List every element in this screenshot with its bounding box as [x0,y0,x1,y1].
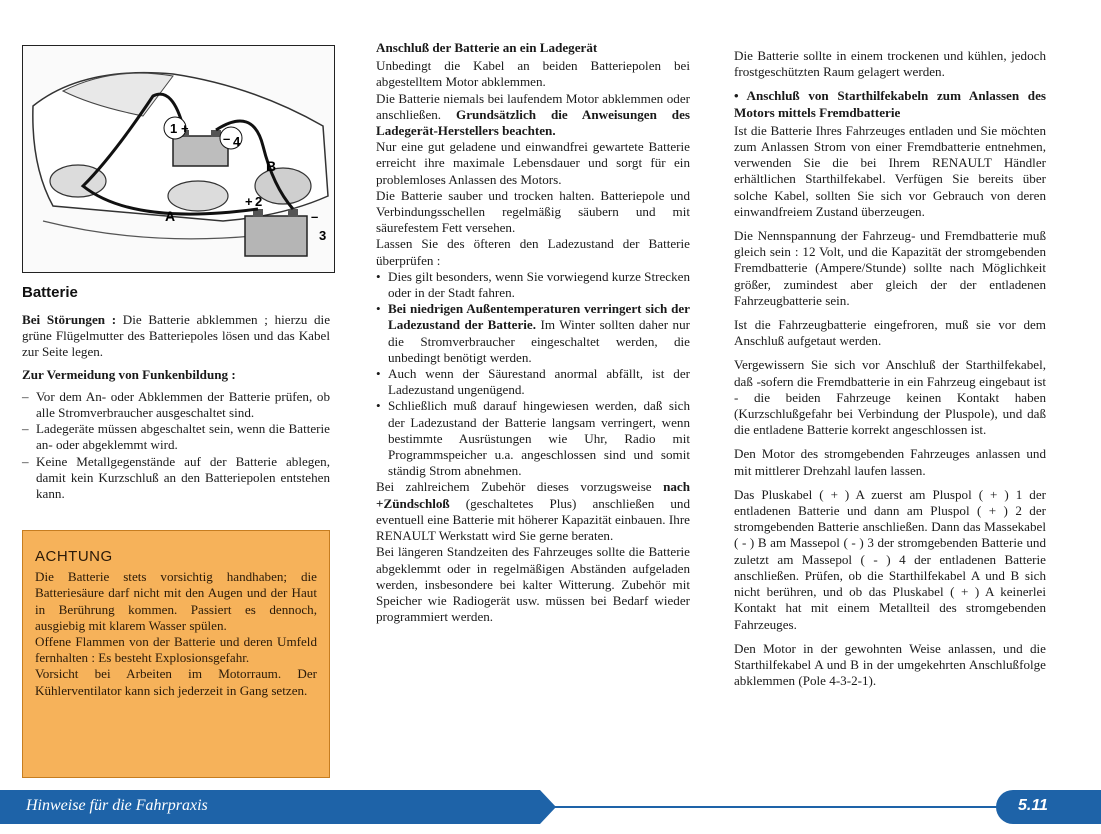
paragraph: Vergewissern Sie sich vor Anschluß der Starthilfekabel, daß -sofern die Fremdbatterie in ein Fahrzeug eingebaut ist - die beiden Fahrzeuge keinen Kontakt haben (Kurzschlußgefahr bei Verbindung der Pluspole), und daß die entladene Batterie korrekt angeschlossen ist. [734,357,1046,438]
list-item: – Keine Metallgegenstände auf der Batterie ablegen, damit kein Kurzschluß an den Batteriepolen entstehen kann. [22,454,330,503]
column-1-text [22,312,330,502]
paragraph: Ist die Batterie Ihres Fahrzeuges entladen und Sie möchten zum Anlassen Strom von einer Fremdbatterie entnehmen, verwenden Sie die bei Ihrem RENAULT Händler erhältlichen Starthilfekabel. Verfügen Sie bereits über solche Kabel, sollten Sie sich vor Gebrauch von deren einwandfreiem Zustand überzeugen. [734,122,1046,219]
label-plus-2: + [245,194,253,209]
paragraph [376,479,690,544]
paragraph: Nur eine gut geladene und einwandfrei gewartete Batterie erreicht ihre maximale Lebensdauer und sorgt für ein problemloses Anlassen des Motors. [376,139,690,187]
battery-jumpstart-illustration [22,45,335,273]
warning-box [22,530,330,778]
paragraph-bold-text: Grundsätzlich die Anweisungen des Ladegerät-Herstellers beachten. [376,106,690,139]
paragraph: Lassen Sie des öfteren den Ladezustand der Batterie überprüfen : [376,236,690,268]
footer-title: Hinweise für die Fahrpraxis [26,797,208,814]
funkenbildung-list [22,389,330,502]
ladezustand-list [376,269,690,480]
label-minus-3: – [311,209,319,224]
column-2-text [376,40,690,625]
paragraph: Die Batterie sollte in einem trockenen und kühlen, jedoch frostgeschützten Raum gelagert werden. [734,48,1046,80]
column-3-text [734,48,1046,697]
warning-paragraph-1: Die Batterie stets vorsichtig handhaben; die Batteriesäure darf nicht mit den Augen und der Haut in Berührung kommen. Passiert es dennoch, ausgiebig mit klarem Wasser spülen. [35,569,317,633]
paragraph-stoerungen [22,312,330,361]
list-item: • Dies gilt besonders, wenn Sie vorwiegend kurze Strecken oder in der Stadt fahren. [376,269,690,301]
list-item: • Auch wenn der Säurestand anormal abfällt, ist der Ladezustand ungenügend. [376,366,690,398]
section-heading-batterie: Batterie [22,284,78,301]
label-minus-4: – [223,131,231,146]
paragraph-text: Die Batterie niemals bei laufendem Motor abklemmen oder anschließen. [376,90,690,122]
paragraph: Das Pluskabel ( + ) A zuerst am Pluspol ( + ) 1 der entladenen Batterie und dann am Pluspol ( + ) 2 der stromgebenden Batterie anschließen. Dann das Massekabel ( - ) B am Massepol ( - ) 3 der stromgebenden Batterie und zuletzt am Massepol ( - ) 4 der entladenen Batterie anschließen. Prüfen, ob die Starthilfekabel A und B sich nicht berühren, und ob das Pluskabel ( + ) A keinerlei Kontakt hat mit einem Metallteil des stromgebenden Fahrzeuges. [734,486,1046,632]
paragraph-text: (geschaltetes Plus) anschließen und eventuell eine Batterie mit höherer Kapazität einbauen. Ihre RENAULT Werkstatt wird Sie gerne beraten. [376,495,690,544]
label-1: 1 [170,121,178,136]
paragraph: Die Nennspannung der Fahrzeug- und Fremdbatterie muß gleich sein : 12 Volt, und die Kapazität der stromgebenden Fremdbatterie (Ampere/Stunde) sollte nach Möglichkeit größer, zumindest aber gleich der der entladenen Fahrzeugbatterie sein. [734,228,1046,308]
warning-paragraph-2: Offene Flammen von der Batterie und deren Umfeld fernhalten : Es besteht Explosionsgefahr. [35,634,317,666]
stoerungen-lead: Bei Störungen : [22,312,117,327]
label-3: 3 [319,228,327,243]
paragraph: Den Motor des stromgebenden Fahrzeuges anlassen und mit mittlerer Drehzahl laufen lassen. [734,446,1046,478]
warning-title: ACHTUNG [35,548,113,565]
funkenbildung-heading: Zur Vermeidung von Funkenbildung : [22,366,236,382]
label-A: A [165,208,176,224]
label-plus-1: + [181,121,189,136]
label-B: B [266,158,277,174]
stoerungen-text: Die Batterie abklemmen ; hierzu die grüne Flügelmutter des Batteriepoles lösen und das Kabel zur Seite legen. [22,312,331,360]
paragraph [376,91,690,140]
label-4: 4 [233,134,241,149]
page-number-tab [996,790,1101,824]
paragraph-text: Bei zahlreichem Zubehör dieses vorzugsweise [376,479,664,495]
list-item: – Vor dem An- oder Abklemmen der Batterie prüfen, ob alle Stromverbraucher ausgeschaltet sind. [22,389,330,421]
paragraph: Unbedingt die Kabel an beiden Batteriepolen bei abgestelltem Motor abklemmen. [376,58,690,90]
paragraph: Den Motor in der gewohnten Weise anlassen, und die Starthilfekabel A und B in der umgekehrten Anschlußfolge abklemmen (Pole 4-3-2-1). [734,640,1046,689]
ladegeraet-heading: Anschluß der Batterie an ein Ladegerät [376,40,598,55]
label-2: 2 [255,194,263,209]
list-item [376,301,690,366]
warning-paragraph-3: Vorsicht bei Arbeiten im Motorraum. Der Kühlerventilator kann sich jederzeit in Gang setzen. [35,666,317,698]
paragraph: Bei längeren Standzeiten des Fahrzeuges sollte die Batterie abgeklemmt oder in regelmäßigen Abständen aufgeladen werden, insbesondere bei kalter Witterung. Zubehör mit Speicher wie Radiogerät usw. müssen bei Bedarf wieder programmiert werden. [376,544,690,625]
list-item: • Schließlich muß darauf hingewiesen werden, daß sich der Ladezustand der Batterie langsam verringert, wenn bestimmte Ausrüstungen wie Uhr, Radio mit Programmspeicher u.a. angeschlossen sind und somit ständig Strom abnehmen. [376,398,690,479]
list-item-bold: Bei niedrigen Außentemperaturen verringert sich der Ladezustand der Batterie. [388,301,690,333]
page-number: 5.11 [1018,797,1048,814]
paragraph: Ist die Fahrzeugbatterie eingefroren, muß sie vor dem Anschluß aufgetaut werden. [734,317,1046,349]
list-item: – Ladegeräte müssen abgeschaltet sein, wenn die Batterie an- oder abgeklemmt wird. [22,421,330,453]
starthilfe-heading: • Anschluß von Starthilfekabeln zum Anlassen des Motors mittels Fremdbatterie [734,88,1046,120]
footer-divider [540,806,1000,808]
paragraph: Die Batterie sauber und trocken halten. Batteriepole und Verbindungsschellen regelmäßig säubern und mit säurefestem Fett versehen. [376,187,690,236]
paragraph-bold-text: nach +Zündschloß [376,479,690,511]
list-item-text: Im Winter sollten daher nur die Stromverbraucher eingeschaltet werden, die unbedingt benötigt werden. [388,317,690,365]
car-battery-diagram [23,46,335,273]
